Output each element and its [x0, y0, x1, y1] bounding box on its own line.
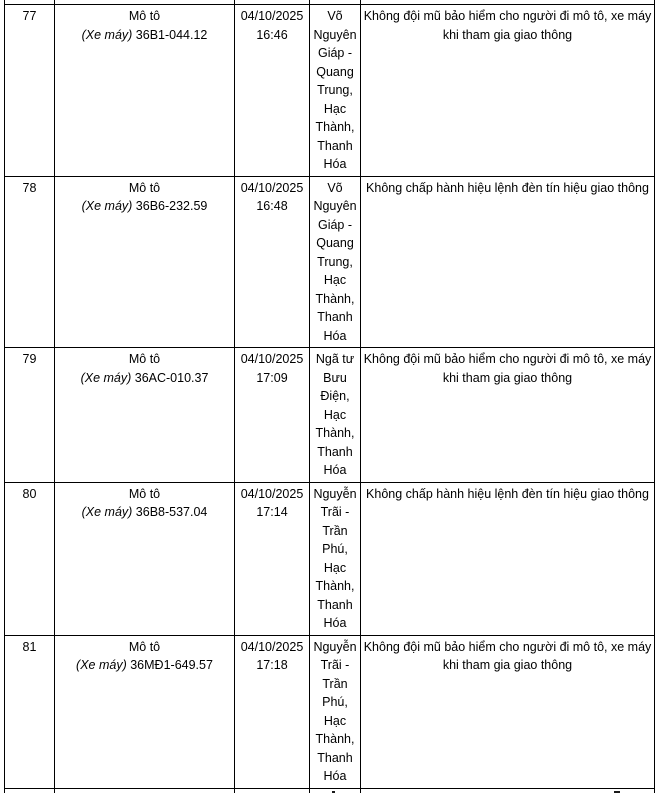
violation-date: 04/10/2025	[240, 486, 304, 501]
table-row	[5, 5, 655, 177]
row-number-cell	[5, 176, 55, 348]
violation-time: 17:18	[256, 658, 288, 672]
vehicle-cell	[55, 176, 235, 348]
vehicle-cell	[55, 635, 235, 788]
location-cell: Ngã tư Bưu Điện, Hạc Thành, Thanh Hóa	[310, 348, 361, 483]
partial-cell	[55, 788, 235, 793]
datetime-cell	[235, 482, 310, 635]
violation-date: 04/10/2025	[240, 352, 304, 366]
table-row	[5, 635, 655, 788]
license-plate: 36B6-232.59	[135, 199, 208, 213]
vehicle-subtype: (Xe máy)	[81, 505, 133, 519]
violation-cell: Không đội mũ bảo hiểm cho người đi mô tô, xe máy khi tham gia giao thông	[361, 635, 655, 788]
row-number: 80	[22, 486, 37, 501]
datetime-cell	[235, 5, 310, 177]
row-number: 79	[22, 352, 37, 366]
table-row	[5, 176, 655, 348]
vehicle-plate-line	[55, 369, 234, 388]
partial-next-row	[5, 788, 655, 793]
violation-cell: Không đội mũ bảo hiểm cho người đi mô tô, xe máy khi tham gia giao thông	[361, 5, 655, 177]
row-number-cell	[5, 482, 55, 635]
license-plate: 36MĐ1-649.57	[130, 658, 213, 672]
vehicle-type: Mô tô	[128, 639, 161, 654]
clipped-text-fragment	[614, 791, 620, 793]
violation-time: 16:46	[256, 27, 288, 42]
location-cell: Nguyễn Trãi - Trần Phú, Hạc Thành, Thanh Hóa	[310, 635, 361, 788]
violation-time: 17:14	[256, 505, 288, 519]
vehicle-plate-line	[55, 503, 234, 522]
violation-time: 16:48	[256, 199, 288, 213]
partial-cell	[235, 788, 310, 793]
partial-cell	[310, 788, 361, 793]
row-number-cell	[5, 348, 55, 483]
violation-cell: Không đội mũ bảo hiểm cho người đi mô tô, xe máy khi tham gia giao thông	[361, 348, 655, 483]
datetime-cell	[235, 176, 310, 348]
datetime-cell	[235, 348, 310, 483]
license-plate: 36AC-010.37	[134, 370, 209, 385]
partial-cell	[361, 788, 655, 793]
vehicle-type: Mô tô	[128, 180, 161, 195]
vehicle-subtype: (Xe máy)	[81, 27, 133, 42]
row-number-cell	[5, 5, 55, 177]
violation-cell: Không chấp hành hiệu lệnh đèn tín hiệu giao thông	[361, 482, 655, 635]
violations-table	[4, 0, 655, 793]
location-cell: Võ Nguyên Giáp - Quang Trung, Hạc Thành, Thanh Hóa	[310, 5, 361, 177]
vehicle-plate-line	[55, 656, 234, 675]
partial-cell	[5, 788, 55, 793]
vehicle-cell	[55, 5, 235, 177]
vehicle-subtype: (Xe máy)	[76, 658, 127, 672]
violation-cell: Không chấp hành hiệu lệnh đèn tín hiệu giao thông	[361, 176, 655, 348]
vehicle-type: Mô tô	[128, 486, 161, 501]
vehicle-plate-line	[55, 26, 234, 45]
license-plate: 36B8-537.04	[135, 505, 208, 519]
datetime-cell	[235, 635, 310, 788]
violation-date: 04/10/2025	[240, 639, 304, 654]
row-number: 78	[22, 180, 37, 195]
row-number: 77	[22, 9, 37, 23]
table-row	[5, 348, 655, 483]
vehicle-subtype: (Xe máy)	[80, 370, 132, 385]
license-plate: 36B1-044.12	[135, 27, 208, 42]
violation-date: 04/10/2025	[240, 180, 304, 195]
vehicle-type: Mô tô	[128, 9, 161, 23]
violation-date: 04/10/2025	[240, 9, 304, 23]
table-row	[5, 482, 655, 635]
vehicle-cell	[55, 482, 235, 635]
vehicle-subtype: (Xe máy)	[81, 199, 133, 213]
vehicle-cell	[55, 348, 235, 483]
row-number-cell	[5, 635, 55, 788]
vehicle-plate-line	[55, 197, 234, 216]
location-cell: Nguyễn Trãi - Trần Phú, Hạc Thành, Thanh Hóa	[310, 482, 361, 635]
location-cell: Võ Nguyên Giáp - Quang Trung, Hạc Thành, Thanh Hóa	[310, 176, 361, 348]
row-number: 81	[22, 639, 37, 654]
vehicle-type: Mô tô	[128, 352, 161, 366]
violation-time: 17:09	[256, 370, 288, 385]
